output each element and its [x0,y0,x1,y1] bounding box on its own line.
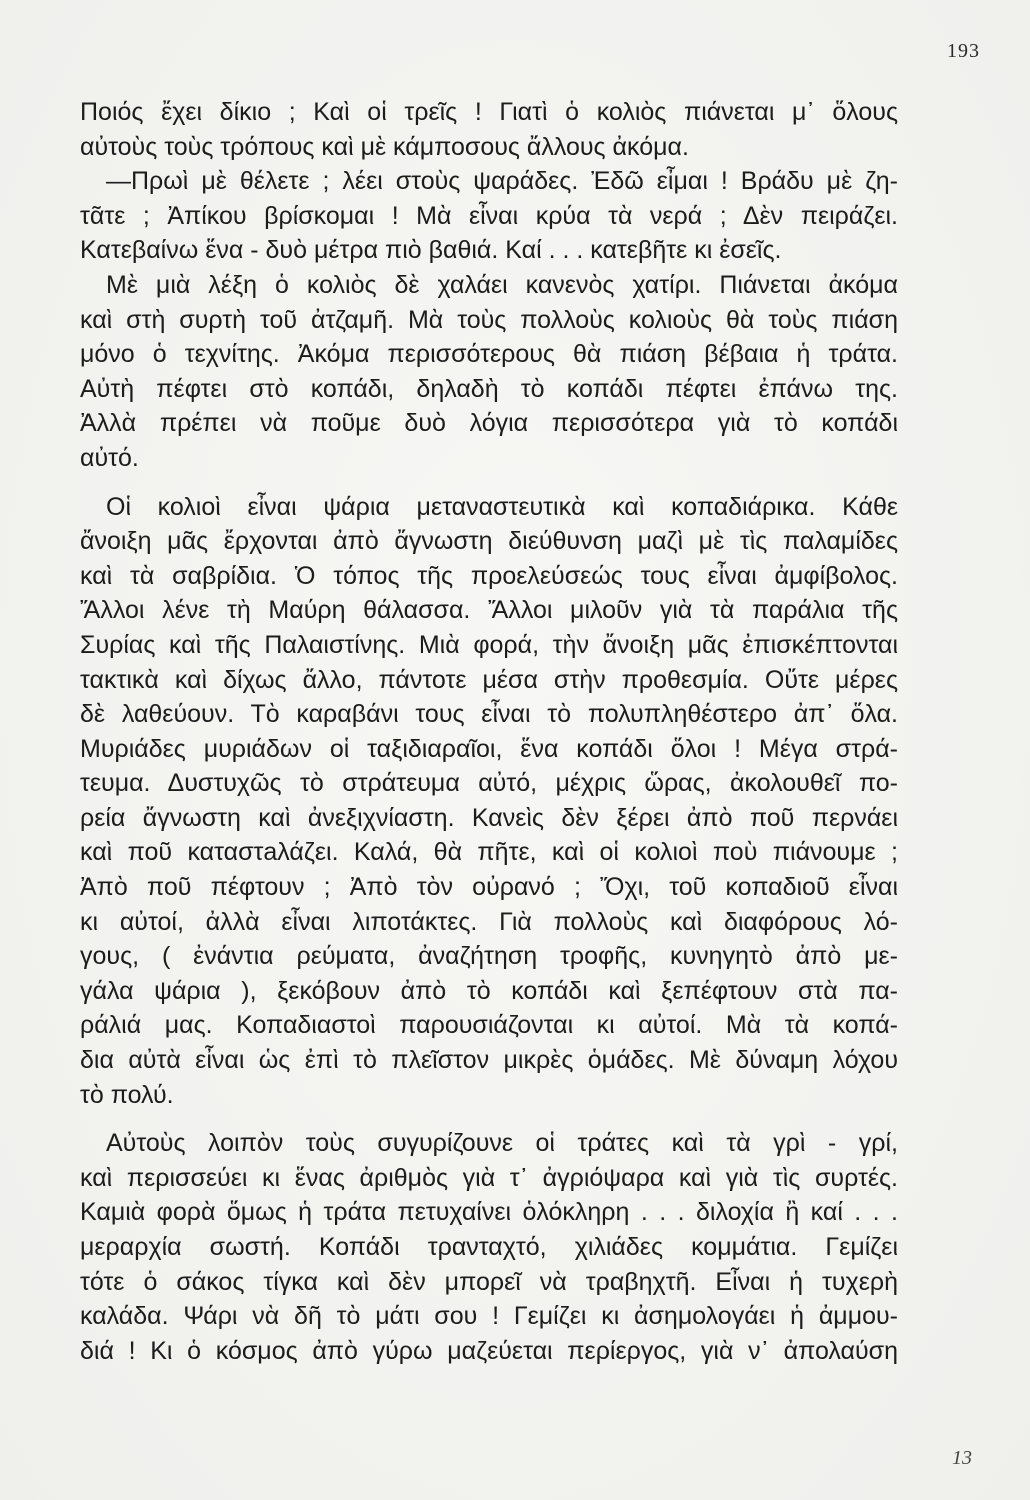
paragraph-gap [80,1112,898,1126]
text-line: δὲ λαθεύουν. Τὸ καραβάνι τους εἶναι τὸ πολυπληθέστερο ἀπ᾽ ὅλα. [80,700,898,729]
paragraph [80,268,898,476]
text-line: καὶ ποῦ καταστaλάζει. Καλά, θὰ πῆτε, καὶ οἱ κολιοὶ ποὺ πιάνουμε ; [80,838,898,867]
text-line: καὶ τὰ σαβρίδια. Ὁ τόπος τῆς προελεύσεώς τους εἶναι ἀμφίβολος. [80,561,898,590]
text-line: μεραρχία σωστή. Κοπάδι τρανταχτό, χιλιάδες κομμάτια. Γεμίζει [80,1233,898,1261]
text-line: γάλα ψάρια ), ξεκόβουν ἀπὸ τὸ κοπάδι καὶ ξεπέφτουν στὰ πα- [80,976,898,1005]
paragraph [80,1126,898,1368]
text-line: Ποιός ἔχει δίκιο ; Καὶ οἱ τρεῖς ! Γιατὶ ὁ κολιὸς πιάνεται μ᾽ ὅλους [80,98,898,126]
text-line: Αὐτοὺς λοιπὸν τοὺς συγυρίζουνε οἱ τράτες καὶ τὰ γρὶ - γρί, [106,1129,898,1158]
text-line: τὸ πολύ. [80,1080,174,1109]
paragraph [80,490,898,1113]
text-line: Αὐτὴ πέφτει στὸ κοπάδι, δηλαδὴ τὸ κοπάδι πέφτει ἐπάνω της. [80,374,898,403]
text-line: Ἄλλοι λένε τὴ Μαύρη θάλασσα. Ἄλλοι μιλοῦν γιὰ τὰ παράλια τῆς [80,596,898,625]
paragraph [80,95,898,164]
text-line: αὐτοὺς τοὺς τρόπους καὶ μὲ κάμποσους ἄλλους ἀκόμα. [80,132,689,161]
text-line: Οἱ κολιοὶ εἶναι ψάρια μεταναστευτικὰ καὶ κοπαδιάρικα. Κάθε [106,492,898,521]
page-number: 193 [947,40,980,62]
text-line: Συρίας καὶ τῆς Παλαιστίνης. Μιὰ φορά, τὴν ἄνοιξη μᾶς ἐπισκέπτονται [80,630,898,659]
body-text [80,95,898,1368]
text-line: Μὲ μιὰ λέξη ὁ κολιὸς δὲ χαλάει κανενὸς χατίρι. Πιάνεται ἀκόμα [106,270,898,299]
text-line: δια αὐτὰ εἶναι ὡς ἐπὶ τὸ πλεῖστον μικρὲς ὁμάδες. Μὲ δύναμη λόχου [80,1046,898,1075]
text-line: ἄνοιξη μᾶς ἔρχονται ἀπὸ ἄγνωστη διεύθυνση μαζὶ μὲ τὶς παλαμίδες [80,527,898,556]
paragraph-gap [80,476,898,490]
text-line: τᾶτε ; Ἀπίκου βρίσκομαι ! Μὰ εἶναι κρύα τὰ νερά ; Δὲν πειράζει. [80,201,898,230]
signature-mark: 13 [952,1447,972,1469]
text-line: αὐτό. [80,443,139,472]
text-line: ρεία ἄγνωστη καὶ ἀνεξιχνίαστη. Κανεὶς δὲν ξέρει ἀπὸ ποῦ περνάει [80,803,898,832]
text-line: Καμιὰ φορὰ ὅμως ἡ τράτα πετυχαίνει ὁλόκληρη . . . διλοχία ἢ καί . . . [80,1198,898,1227]
text-line: τευμα. Δυστυχῶς τὸ στράτευμα αὐτό, μέχρις ὥρας, ἀκολουθεῖ πο- [80,769,898,798]
text-line: καλάδα. Ψάρι νὰ δῆ τὸ μάτι σου ! Γεμίζει κι ἀσημολογάει ἡ ἀμμου- [80,1302,898,1331]
text-line: Ἀλλὰ πρέπει νὰ ποῦμε δυὸ λόγια περισσότερα γιὰ τὸ κοπάδι [80,409,898,438]
text-line: —Πρωὶ μὲ θέλετε ; λέει στοὺς ψαράδες. Ἐδῶ εἶμαι ! Βράδυ μὲ ζη- [106,167,898,196]
text-line: Μυριάδες μυριάδων οἱ ταξιδιαραῖοι, ἕνα κοπάδι ὅλοι ! Μέγα στρά- [80,734,898,763]
text-line: Ἀπὸ ποῦ πέφτουν ; Ἀπὸ τὸν οὐρανό ; Ὄχι, τοῦ κοπαδιοῦ εἶναι [80,873,898,902]
text-line: τακτικὰ καὶ δίχως ἄλλο, πάντοτε μέσα στὴν προθεσμία. Οὔτε μέρες [80,665,898,694]
text-line: καὶ περισσεύει κι ἕνας ἀριθμὸς γιὰ τ᾽ ἀγριόψαρα καὶ γιὰ τὶς συρτές. [80,1163,898,1192]
paragraph [80,164,898,268]
text-line: τότε ὁ σάκος τίγκα καὶ δὲν μπορεῖ νὰ τραβηχτῆ. Εἶναι ἡ τυχερὴ [80,1267,898,1296]
text-line: μόνο ὁ τεχνίτης. Ἀκόμα περισσότερους θὰ πιάση βέβαια ἡ τράτα. [80,340,898,369]
text-line: διά ! Κι ὁ κόσμος ἀπὸ γύρω μαζεύεται περίεργος, γιὰ ν᾽ ἀπολαύση [80,1336,898,1365]
text-line: ράλιά μας. Κοπαδιαστοὶ παρουσιάζονται κι αὐτοί. Μὰ τὰ κοπά- [80,1011,898,1040]
text-line: γους, ( ἐνάντια ρεύματα, ἀναζήτηση τροφῆς, κυνηγητὸ ἀπὸ με- [80,942,898,971]
text-line: Κατεβαίνω ἕνα - δυὸ μέτρα πιὸ βαθιά. Καί . . . κατεβῆτε κι ἐσεῖς. [80,236,782,265]
text-line: καὶ στὴ συρτὴ τοῦ ἀτζαμῆ. Μὰ τοὺς πολλοὺς κολιοὺς θὰ τοὺς πιάση [80,305,898,334]
text-line: κι αὐτοί, ἀλλὰ εἶναι λιποτάκτες. Γιὰ πολλοὺς καὶ διαφόρους λό- [80,907,898,936]
